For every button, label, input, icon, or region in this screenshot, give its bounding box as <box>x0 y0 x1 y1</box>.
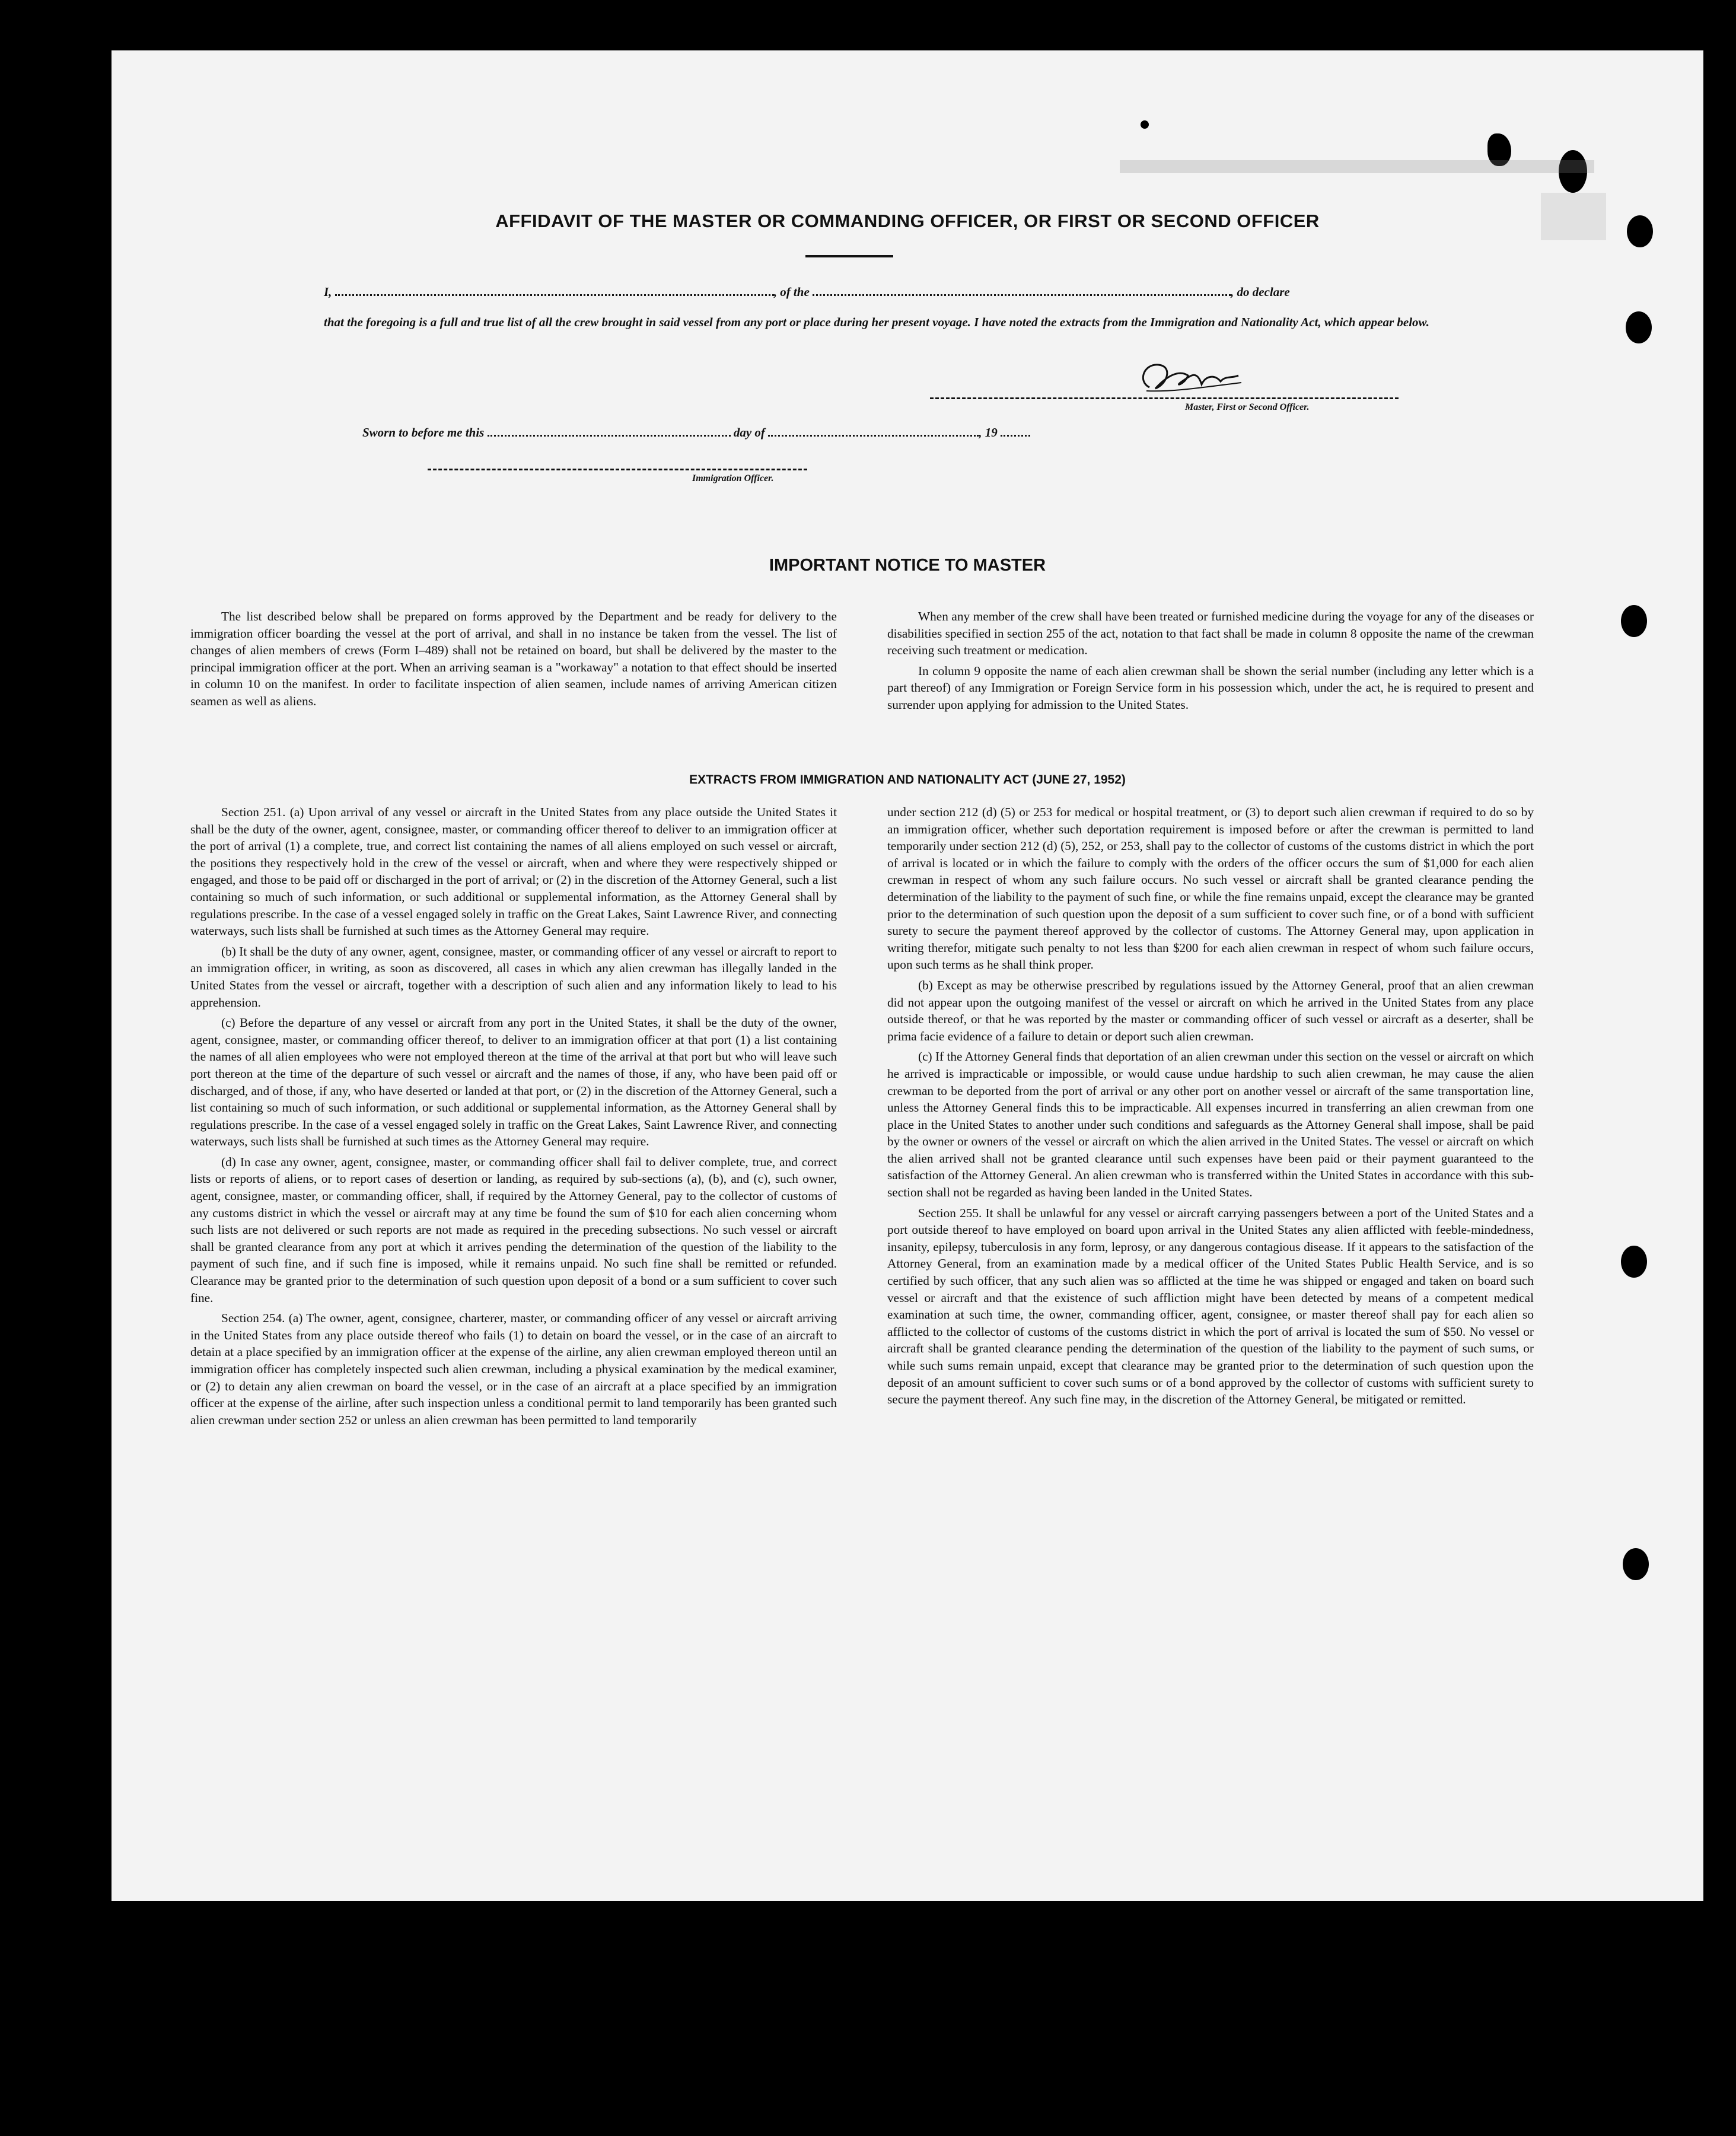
section-paragraph: (b) Except as may be otherwise prescribed by regulations issued by the Attorney General, proof that an alien crewman did not appear upon the outgoing manifest of the vessel or aircraft on which he arrived in the United States from any place outside thereof, or that he was reported by the master or commanding officer of such vessel or aircraft as a deserter, shall be prima facie evidence of a failure to detain or deport such alien crewman. <box>887 978 1534 1043</box>
sworn-month-field[interactable] <box>768 426 979 437</box>
notice-left-column <box>190 608 837 714</box>
i-label: I, <box>324 285 332 299</box>
section-paragraph: (d) In case any owner, agent, consignee, master, or commanding officer shall fail to deliver complete, true, and correct lists or reports of aliens, or to report cases of desertion or landing, as required by sub-sections (a), (b), and (c), such owner, agent, consignee, master, or commanding officer, shall, if required by the Attorney General, pay to the collector of customs of any customs district in which the vessel or aircraft may at any time be found the sum of $10 for each alien concerning whom such lists are not delivered or such reports are not made as required in the preceding subsections. No such vessel or aircraft shall be granted clearance from any port at which it arrives pending the determination of the question of the liability to the payment of such fine, and if such fine is imposed, while it remains unpaid. No such fine shall be remitted or refunded. Clearance may be granted prior to the determination of such question upon deposit of a bond or a sum sufficient to cover such fine. <box>190 1154 837 1305</box>
declaration-statement: that the foregoing is a full and true list of all the crew brought in said vessel from any port or place during her present voyage. I have noted the extracts from the Immigration and Nationality Act, which appear below. <box>324 315 1430 329</box>
affidavit-title: AFFIDAVIT OF THE MASTER OR COMMANDING OFFICER, OR FIRST OR SECOND OFFICER <box>495 211 1320 231</box>
bleed-through-mark <box>1120 160 1594 173</box>
sworn-day-field[interactable] <box>488 426 731 437</box>
declare-label: , do declare <box>1231 285 1290 299</box>
section-paragraph: Section 255. It shall be unlawful for any vessel or aircraft carrying passengers between a port of the United States and a port outside thereof to have employed on board upon arrival in the United States any alien afflicted with feeble-mindedness, insanity, epilepsy, tuberculosis in any form, leprosy, or any dangerous contagious disease. If it appears to the satisfaction of the Attorney General, from an examination made by a medical officer of the United States Public Health Service, and is so certified by such officer, that any such alien was so afflicted at the time he was shipped or engaged and taken on board such vessel or aircraft and that the existence of such affliction might have been detected by means of a competent medical examination at such time, the owner, commanding officer, agent, consignee, or master thereof shall pay for each alien so afflicted to the collector of customs of the customs district in which the port of arrival is located the sum of $50. No vessel or aircraft shall be granted clearance pending the determination of the question of the liability to the payment of such sums, or while such sums remain unpaid, except that clearance may be granted prior to the determination of such question upon the deposit of an amount sufficient to cover such sums or of a bond approved by the collector of customs with sufficient surety to secure the payment thereof. Any such fine may, in the discretion of the Attorney General, be mitigated or remitted. <box>887 1205 1534 1407</box>
notice-right-column <box>887 608 1534 717</box>
day-of-label: day of <box>733 425 765 440</box>
punch-hole <box>1621 1246 1647 1278</box>
section-paragraph: under section 212 (d) (5) or 253 for medical or hospital treatment, or (3) to deport such alien crewman if required to do so by an immigration officer, whether such deportation requirement is imposed before or after the crewman is permitted to land temporarily under section 212 (d) (5), 252, or 253, shall pay to the collector of customs of the customs district in which the port of arrival is located or in which the failure to comply with the orders of the officer occurs the sum of $1,000 for each alien crewman in respect of whom any such failure occurs. No such vessel or aircraft shall be granted clearance pending the determination of the liability to the payment of such fine, or while the fine remains unpaid, except the clearance may be granted prior to the determination of such question upon the deposit of a sum sufficient to cover such fine, or of a bond with sufficient surety to secure the payment thereof approved by the collector of customs. The Attorney General may, upon application in writing therefor, mitigate such penalty to not less than $200 for each alien crewman in respect of whom such failure occurs, upon such terms as he shall think proper. <box>887 805 1534 972</box>
sworn-label: Sworn to before me this <box>362 425 485 440</box>
declaration-line <box>324 285 1507 300</box>
immigration-officer-label: Immigration Officer. <box>692 473 774 483</box>
of-the-label: , of the <box>773 285 810 299</box>
officer-signature <box>1132 358 1244 399</box>
section-paragraph: Section 254. (a) The owner, agent, consignee, charterer, master, or commanding officer of any vessel or aircraft arriving in the United States from any place outside thereof who fails (1) to detain on board the vessel, or in the case of an aircraft to detain at a place specified by an immigration officer at the expense of the airline, any alien crewman employed thereon until an immigration officer has completely inspected such alien crewman, including a physical examination by the medical examiner, or (2) to detain any alien crewman on board the vessel, or in the case of an aircraft at a place specified by an immigration officer at the expense of the airline, after such inspection unless a conditional permit to land temporarily has been granted such alien crewman under section 252 or unless an alien crewman has been permitted to land temporarily <box>190 1311 837 1427</box>
master-signature-line[interactable] <box>930 397 1399 399</box>
sworn-line <box>362 425 1030 440</box>
punch-hole <box>1626 311 1652 343</box>
title-rule <box>805 255 893 257</box>
scan-smudge <box>1141 120 1149 129</box>
name-field[interactable] <box>335 286 774 296</box>
year-label: , 19 <box>979 425 998 440</box>
notice-paragraph: When any member of the crew shall have been treated or furnished medicine during the voyage for any of the diseases or disabilities specified in section 255 of the act, notation to that fact shall be made in column 8 opposite the name of the crewman receiving such treatment or medication. <box>887 609 1534 658</box>
punch-hole <box>1623 1548 1649 1580</box>
section-paragraph: (c) If the Attorney General finds that deportation of an alien crewman under this section on the vessel or aircraft on which he arrived is impracticable or impossible, or would cause undue hardship to such alien crewman, he may cause the alien crewman to be deported from the port of arrival or any other port on another vessel or aircraft of the same transportation line, unless the Attorney General finds this to be impracticable. All expenses incurred in transferring an alien crewman from one place in the United States to another under such conditions and safeguards as the Attorney General shall impose, shall be paid by the owner or owners of the vessel or aircraft on which the alien arrived in the United States. The vessel or aircraft on which the alien arrived shall not be granted clearance until such expenses have been paid or their payment guaranteed to the satisfaction of the Attorney General. An alien crewman who is transferred within the United States in accordance with this sub-section shall not be regarded as having been landed in the United States. <box>887 1049 1534 1200</box>
document-page <box>112 50 1703 1901</box>
notice-paragraph: The list described below shall be prepared on forms approved by the Department and be ready for delivery to the immigration officer boarding the vessel at the port of arrival, and shall in no instance be taken from the vessel. The list of changes of alien members of crews (Form I–489) shall not be retained on board, but shall be delivered by the master to the principal immigration officer at the port. When an arriving seaman is a "workaway" a notation to that effect should be inserted in column 10 on the manifest. In order to facilitate inspection of alien seamen, include names of arriving American citizen seamen as well as aliens. <box>190 609 837 708</box>
extracts-right-column <box>887 804 1534 1412</box>
extracts-left-column <box>190 804 837 1432</box>
notice-title: IMPORTANT NOTICE TO MASTER <box>769 556 1046 575</box>
vessel-field[interactable] <box>813 286 1231 296</box>
immigration-officer-signature-line[interactable] <box>428 469 807 470</box>
section-paragraph: (c) Before the departure of any vessel or aircraft from any port in the United States, it shall be the duty of the owner, agent, consignee, master, or commanding officer thereof, to deliver to an immigration officer at that port (1) a list containing the names of all alien employees who were not employed thereon at the time of the arrival at that port but who will leave such port thereon at the time of the departure of such vessel or aircraft and the names of those, if any, who have been paid off or discharged, and of those, if any, who have deserted or landed at that port, or (2) in the discretion of the Attorney General, such a list containing so much of such information, or such additional or supplemental information, as the Attorney General shall by regulations prescribe. In the case of a vessel engaged solely in traffic on the Great Lakes, Saint Lawrence River, and connecting waterways, such lists shall be furnished at such times as the Attorney General may require. <box>190 1016 837 1149</box>
notice-paragraph: In column 9 opposite the name of each alien crewman shall be shown the serial number (including any letter which is a part thereof) of any Immigration or Foreign Service form in his possession which, under the act, he is required to present and surrender upon applying for admission to the United States. <box>887 663 1534 712</box>
punch-hole <box>1621 605 1647 637</box>
sworn-year-field[interactable] <box>1001 426 1030 437</box>
master-label: Master, First or Second Officer. <box>1185 402 1310 412</box>
section-paragraph: Section 251. (a) Upon arrival of any vessel or aircraft in the United States from any place outside the United States it shall be the duty of the owner, agent, consignee, master, or commanding officer thereof to deliver to an immigration officer at the port of arrival (1) a complete, true, and correct list containing the names of all aliens employed on such vessel or aircraft, the positions they respectively hold in the crew of the vessel or aircraft, when and where they were respectively shipped or engaged, and those to be paid off or discharged in the port of arrival; or (2) in the discretion of the Attorney General, such a list containing so much of such information, or such additional or supplemental information, as the Attorney General shall by regulations prescribe. In the case of a vessel engaged solely in traffic on the Great Lakes, Saint Lawrence River, and connecting waterways, such lists shall be furnished at such times as the Attorney General may require. <box>190 805 837 938</box>
extracts-title: EXTRACTS FROM IMMIGRATION AND NATIONALITY ACT (JUNE 27, 1952) <box>689 773 1126 787</box>
section-paragraph: (b) It shall be the duty of any owner, agent, consignee, master, or commanding officer of any vessel or aircraft to report to an immigration officer, in writing, as soon as discovered, all cases in which any alien crewman has illegally landed in the United States from the vessel or aircraft, together with a description of such alien and any information likely to lead to his apprehension. <box>190 944 837 1010</box>
